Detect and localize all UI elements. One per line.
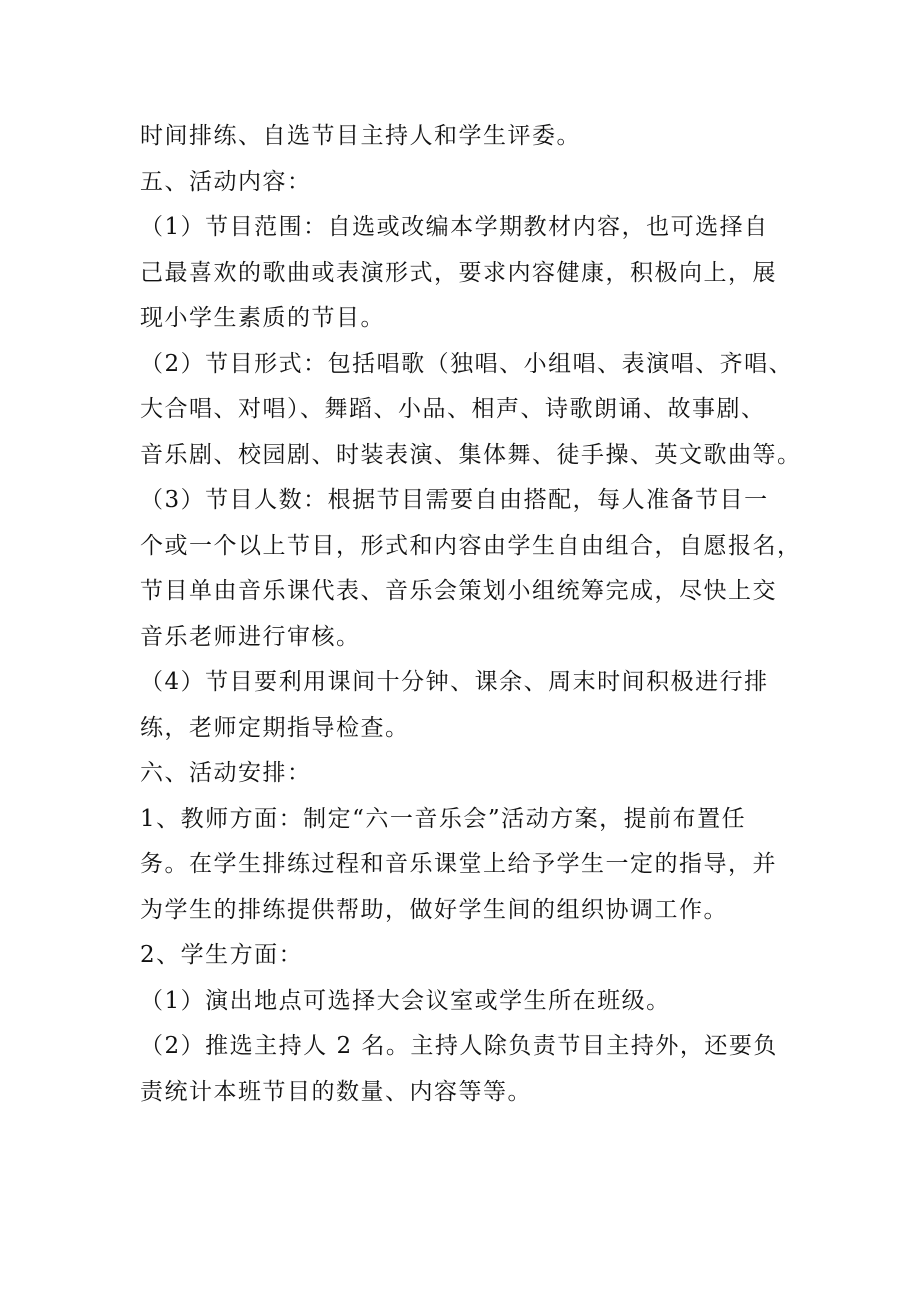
- text-line: （2）节目形式：包括唱歌（独唱、小组唱、表演唱、齐唱、: [140, 350, 794, 377]
- text-line: 为学生的排练提供帮助，做好学生间的组织协调工作。: [140, 896, 728, 923]
- text-line: （2）推选主持人 2 名。主持人除负责节目主持外，还要负: [140, 1033, 778, 1059]
- text-line: （1）演出地点可选择大会议室或学生所在班级。: [140, 987, 671, 1014]
- text-line: 1、教师方面：制定“六一音乐会”活动方案，提前布置任: [140, 805, 747, 832]
- section-heading: 六、活动安排：: [140, 760, 312, 786]
- text-line: （1）节目范围：自选或改编本学期教材内容，也可选择自: [140, 214, 769, 240]
- text-line: 时间排练、自选节目主持人和学生评委。: [140, 123, 581, 149]
- text-line: 个或一个以上节目，形式和内容由学生自由组合，自愿报名，: [140, 532, 802, 559]
- document-body: [140, 114, 802, 1115]
- text-line: （3）节目人数：根据节目需要自由搭配，每人准备节目一: [140, 487, 769, 513]
- text-line: 节目单由音乐课代表、音乐会策划小组统筹完成，尽快上交: [140, 578, 777, 604]
- text-line: 大合唱、对唱）、舞蹈、小品、相声、诗歌朗诵、故事剧、: [140, 396, 766, 422]
- text-line: 2、学生方面：: [140, 942, 304, 968]
- section-heading: 五、活动内容：: [140, 168, 312, 195]
- text-line: （4）节目要利用课间十分钟、课余、周末时间积极进行排: [140, 669, 769, 695]
- text-line: 责统计本班节目的数量、内容等等。: [140, 1078, 532, 1105]
- text-line: 务。在学生排练过程和音乐课堂上给予学生一定的指导，并: [140, 851, 777, 877]
- text-line: 己最喜欢的歌曲或表演形式，要求内容健康，积极向上，展: [140, 259, 777, 286]
- text-line: 练，老师定期指导检查。: [140, 714, 410, 741]
- text-line: 音乐老师进行审核。: [140, 623, 361, 650]
- text-line: 现小学生素质的节目。: [140, 305, 385, 331]
- text-line: 音乐剧、校园剧、时装表演、集体舞、徒手操、英文歌曲等。: [140, 441, 802, 468]
